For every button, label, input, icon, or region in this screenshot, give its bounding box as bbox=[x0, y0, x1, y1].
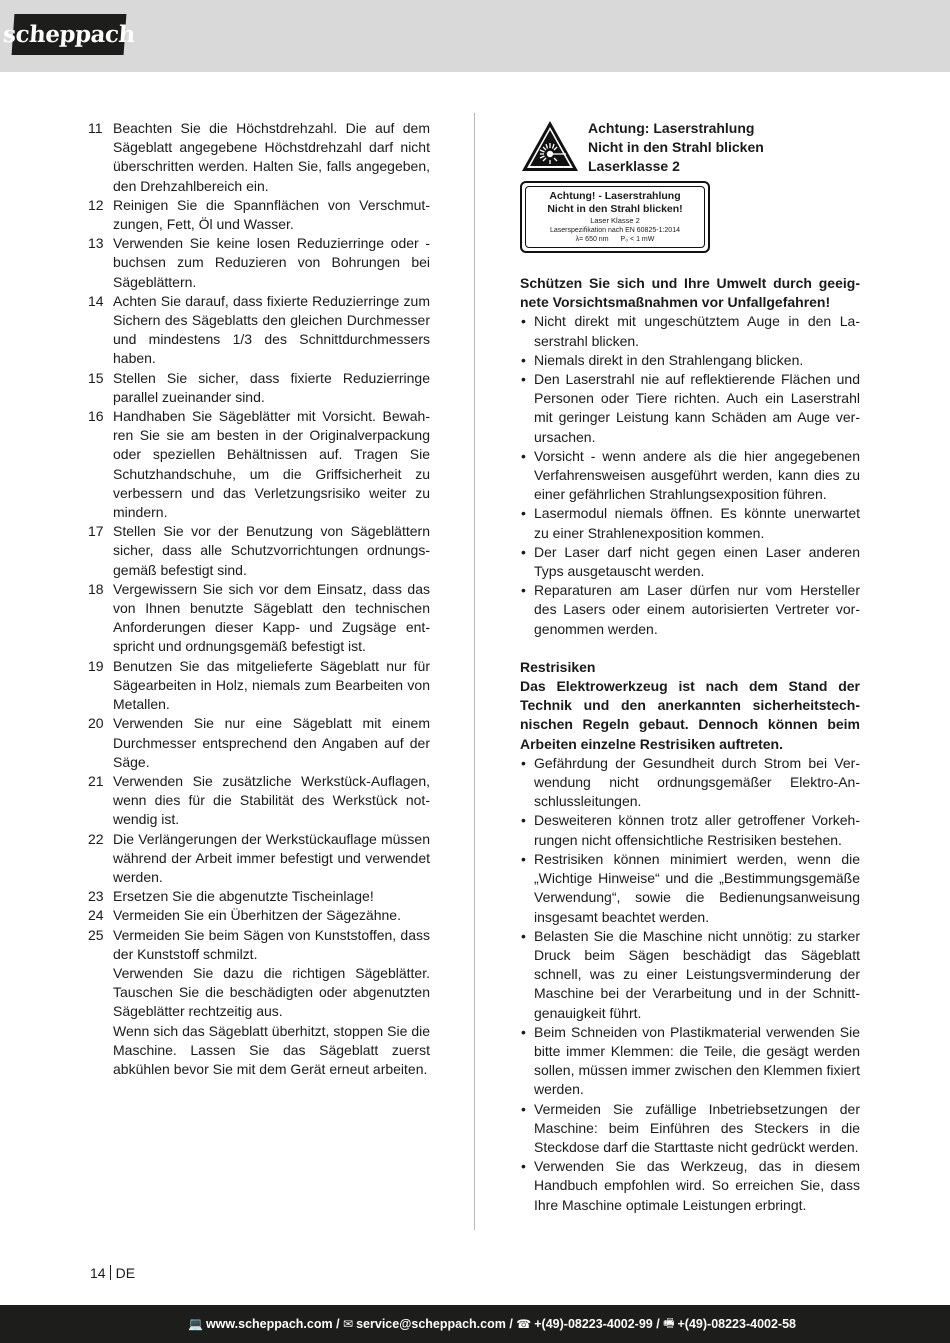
section-intro: Das Elektrowerkzeug ist nach dem Stand der Technik und den anerkannten sicherheitstechnischen Regeln gebaut. Dennoch können beim Arbeiten einzelne Restrisiken auftreten. bbox=[520, 678, 860, 752]
item-text: Die Verlängerungen der Werkstückauflage müssen während der Arbeit immer befestigt und verwendet werden. bbox=[113, 830, 430, 885]
item-text: Stellen Sie sicher, dass fixierte Reduzierringe parallel zueinander sind. bbox=[113, 369, 430, 405]
label-line: Nicht in den Strahl blicken! bbox=[547, 203, 683, 215]
footer-mail[interactable]: service@scheppach.com / bbox=[356, 1317, 513, 1331]
brand-logo: scheppach bbox=[12, 14, 127, 55]
item-number: 11 bbox=[88, 120, 103, 136]
item-text: Beachten Sie die Höchstdrehzahl. Die auf dem Sägeblatt angegebene Höchstdrehzahl darf nicht überschritten werden. Halten Sie, falls angegeben, den Drehzahlbereich ein. bbox=[113, 120, 430, 194]
label-specs bbox=[526, 235, 704, 244]
phone-icon: ☎ bbox=[516, 1317, 532, 1331]
item-number: 14 bbox=[88, 292, 104, 309]
list-item bbox=[88, 369, 430, 407]
item-text-extra: Wenn sich das Sägeblatt überhitzt, stoppen Sie die Maschine. Lassen Sie das Sägeblatt zuerst abkühlen bevor Sie mit dem Gerät erneut arbeiten. bbox=[113, 1022, 430, 1077]
list-item bbox=[88, 292, 430, 369]
computer-icon: 💻 bbox=[187, 1317, 203, 1331]
footer-phone: +(49)-08223-4002-99 / bbox=[534, 1317, 660, 1331]
list-item: • Beim Schneiden von Plastikmaterial verwenden Sie bitte immer Klemmen: die Teile, die gesägt werden sollen, müssen immer zwischen den Klemmen fixiert werden. bbox=[520, 1023, 860, 1100]
list-item: • Lasermodul niemals öffnen. Es könnte unerwartet zu einer Strahlenexposition kommen. bbox=[520, 504, 860, 542]
item-text-extra: Verwenden Sie dazu die richtigen Sägeblätter. Tauschen Sie die beschädigten oder abgenutzten Sägeblätter rechtzeitig aus. bbox=[113, 964, 430, 1020]
item-text: Verwenden Sie nur eine Sägeblatt mit einem Durchmesser entsprechend den Angaben auf der Säge. bbox=[113, 715, 430, 770]
warning-line: Laserklasse 2 bbox=[588, 158, 680, 175]
label-line: Achtung! - Laserstrahlung bbox=[549, 190, 681, 202]
item-number: 17 bbox=[88, 523, 104, 540]
list-item: • Vorsicht - wenn andere als die hier angegebenen Verfahrensweisen ausgeführt werden, kann dies zu einer gefährlichen Strahlungsexposition führen. bbox=[520, 447, 860, 505]
list-item bbox=[88, 887, 430, 906]
list-item bbox=[88, 234, 430, 292]
footer-web[interactable]: www.scheppach.com / bbox=[205, 1317, 340, 1331]
laser-warning-icon bbox=[520, 119, 580, 173]
item-text: Benutzen Sie das mitgelieferte Sägeblatt nur für Sägearbeiten in Holz, niemals zum Bearbeiten von Metallen. bbox=[113, 657, 430, 713]
item-text: Vermeiden Sie ein Überhitzen der Sägezähne. bbox=[113, 907, 401, 924]
left-column bbox=[88, 119, 430, 1079]
item-number: 21 bbox=[88, 772, 104, 789]
list-item: • Niemals direkt in den Strahlengang blicken. bbox=[520, 351, 860, 370]
page-footer bbox=[0, 1305, 950, 1343]
list-item: • Reparaturen am Laser dürfen nur vom Hersteller des Lasers oder einem autorisierten Vertreter vorgenommen werden. bbox=[520, 581, 860, 639]
page-number-value: 14 bbox=[90, 1265, 106, 1281]
right-column bbox=[520, 119, 860, 1215]
page-number bbox=[90, 1264, 135, 1283]
list-item: • Belasten Sie die Maschine nicht unnötig: zu starker Druck beim Sägen beschädigt das Sägeblatt schnell, was zu einer Leistungsverminderung der Maschine bei der Verarbeitung und in der Schnittgenauigkeit führt. bbox=[520, 927, 860, 1023]
laser-warning-heading bbox=[588, 119, 764, 177]
item-number: 25 bbox=[88, 926, 104, 943]
warning-line: Nicht in den Strahl blicken bbox=[588, 139, 764, 156]
item-text: Verwenden Sie keine losen Reduzierringe oder -buchsen zum Reduzieren von Bohrungen bei Sägeblättern. bbox=[113, 235, 430, 290]
laser-warning bbox=[520, 119, 860, 274]
list-item: • Den Laserstrahl nie auf reflektierende Flächen und Personen oder Tiere richten. Auch ein Laserstrahl mit geringer Leistung kann Schäden am Auge verursachen. bbox=[520, 370, 860, 447]
list-item: • Der Laser darf nicht gegen einen Laser anderen Typs ausgetauscht werden. bbox=[520, 543, 860, 581]
warning-line: Achtung: Laserstrahlung bbox=[588, 120, 755, 136]
residual-list bbox=[520, 754, 860, 1215]
list-item bbox=[88, 580, 430, 657]
laser-label bbox=[520, 181, 710, 253]
item-number: 18 bbox=[88, 580, 104, 597]
item-number: 13 bbox=[88, 235, 104, 252]
list-item: • Gefährdung der Gesundheit durch Strom bei Verwendung nicht ordnungsgemäßer Elektro-Anschlussleitungen. bbox=[520, 754, 860, 812]
item-number: 22 bbox=[88, 830, 104, 847]
list-item bbox=[88, 522, 430, 580]
list-item bbox=[88, 657, 430, 715]
section-title: Restrisiken bbox=[520, 658, 596, 675]
page-header bbox=[0, 0, 950, 72]
item-text: Achten Sie darauf, dass fixierte Reduzierringe zum Sichern des Sägeblatts den gleichen Durchmesser und mindestens 1/3 des Schnittdurchmessers haben. bbox=[113, 292, 430, 367]
list-item: • Verwenden Sie das Werkzeug, das in diesem Handbuch empfohlen wird. So erreichen Sie, dass Ihre Maschine optimale Leistungen erbringt. bbox=[520, 1157, 860, 1215]
label-wavelength: λ= 650 nm bbox=[575, 235, 609, 243]
list-item bbox=[88, 830, 430, 888]
list-item: • Desweiteren können trotz aller getroffener Vorkehrungen nicht offensichtliche Restrisiken bestehen. bbox=[520, 811, 860, 849]
label-line: Laser Klasse 2 bbox=[590, 216, 640, 225]
list-item bbox=[88, 119, 430, 196]
list-item: • Nicht direkt mit ungeschütztem Auge in den Laserstrahl blicken. bbox=[520, 312, 860, 350]
item-number: 23 bbox=[88, 888, 104, 905]
list-item bbox=[88, 772, 430, 830]
item-number: 20 bbox=[88, 715, 104, 732]
list-item bbox=[88, 714, 430, 772]
label-line: Laserspezifikation nach EN 60825-1:2014 bbox=[550, 226, 680, 234]
item-text: Ersetzen Sie die abgenutzte Tischeinlage! bbox=[113, 888, 374, 905]
list-item bbox=[88, 906, 430, 925]
mail-icon: ✉ bbox=[343, 1317, 354, 1331]
item-text: Stellen Sie vor der Benutzung von Sägeblättern sicher, dass alle Schutzvorrichtungen ordnungsgemäß befestigt sind. bbox=[113, 523, 430, 578]
item-text: Verwenden Sie zusätzliche Werkstück-Auflagen, wenn dies für die Stabilität des Werkstück notwendig ist. bbox=[113, 772, 430, 828]
page-language: DE bbox=[115, 1265, 136, 1281]
section-heading: Schützen Sie sich und Ihre Umwelt durch geeignete Vorsichtsmaßnahmen vor Unfallgefahren! bbox=[520, 275, 860, 311]
list-item bbox=[88, 926, 430, 1080]
list-item bbox=[88, 196, 430, 234]
item-number: 15 bbox=[88, 369, 104, 386]
item-text: Handhaben Sie Sägeblätter mit Vorsicht. Bewahren Sie sie am besten in der Originalverpackung oder speziellen Behältnissen auf. Tragen Sie Schutzhandschuhe, um die Griffsicherheit zu verbessern und das Verletzungsrisiko weiter zu mindern. bbox=[113, 408, 430, 521]
column-divider bbox=[474, 113, 475, 1230]
footer-fax: +(49)-08223-4002-58 bbox=[677, 1317, 796, 1331]
item-text: Reinigen Sie die Spannflächen von Verschmutzungen, Fett, Öl und Wasser. bbox=[113, 196, 430, 233]
item-text: Vermeiden Sie beim Sägen von Kunststoffen, dass der Kunststoff schmilzt. bbox=[113, 926, 430, 962]
item-number: 16 bbox=[88, 408, 104, 425]
fax-icon: 🖷 bbox=[663, 1315, 675, 1330]
item-text: Vergewissern Sie sich vor dem Einsatz, dass das von Ihnen benutzte Sägeblatt den technischen Anforderungen dieser Kapp- und Zugsäge entspricht und ordnungsgemäß befestigt ist. bbox=[113, 580, 430, 655]
list-item: • Vermeiden Sie zufällige Inbetriebsetzungen der Maschine: beim Einführen des Steckers in die Steckdose darf die Starttaste nicht gedrückt werden. bbox=[520, 1100, 860, 1158]
item-number: 12 bbox=[88, 196, 104, 213]
item-number: 19 bbox=[88, 657, 104, 674]
protect-list bbox=[520, 312, 860, 638]
label-power: P₀ < 1 mW bbox=[620, 235, 655, 243]
list-item bbox=[88, 407, 430, 522]
item-number: 24 bbox=[88, 907, 104, 924]
list-item: • Restrisiken können minimiert werden, wenn die „Wichtige Hinweise“ und die „Bestimmungsgemäße Verwendung“, sowie die Bedienungsanweisung insgesamt beachtet werden. bbox=[520, 850, 860, 927]
